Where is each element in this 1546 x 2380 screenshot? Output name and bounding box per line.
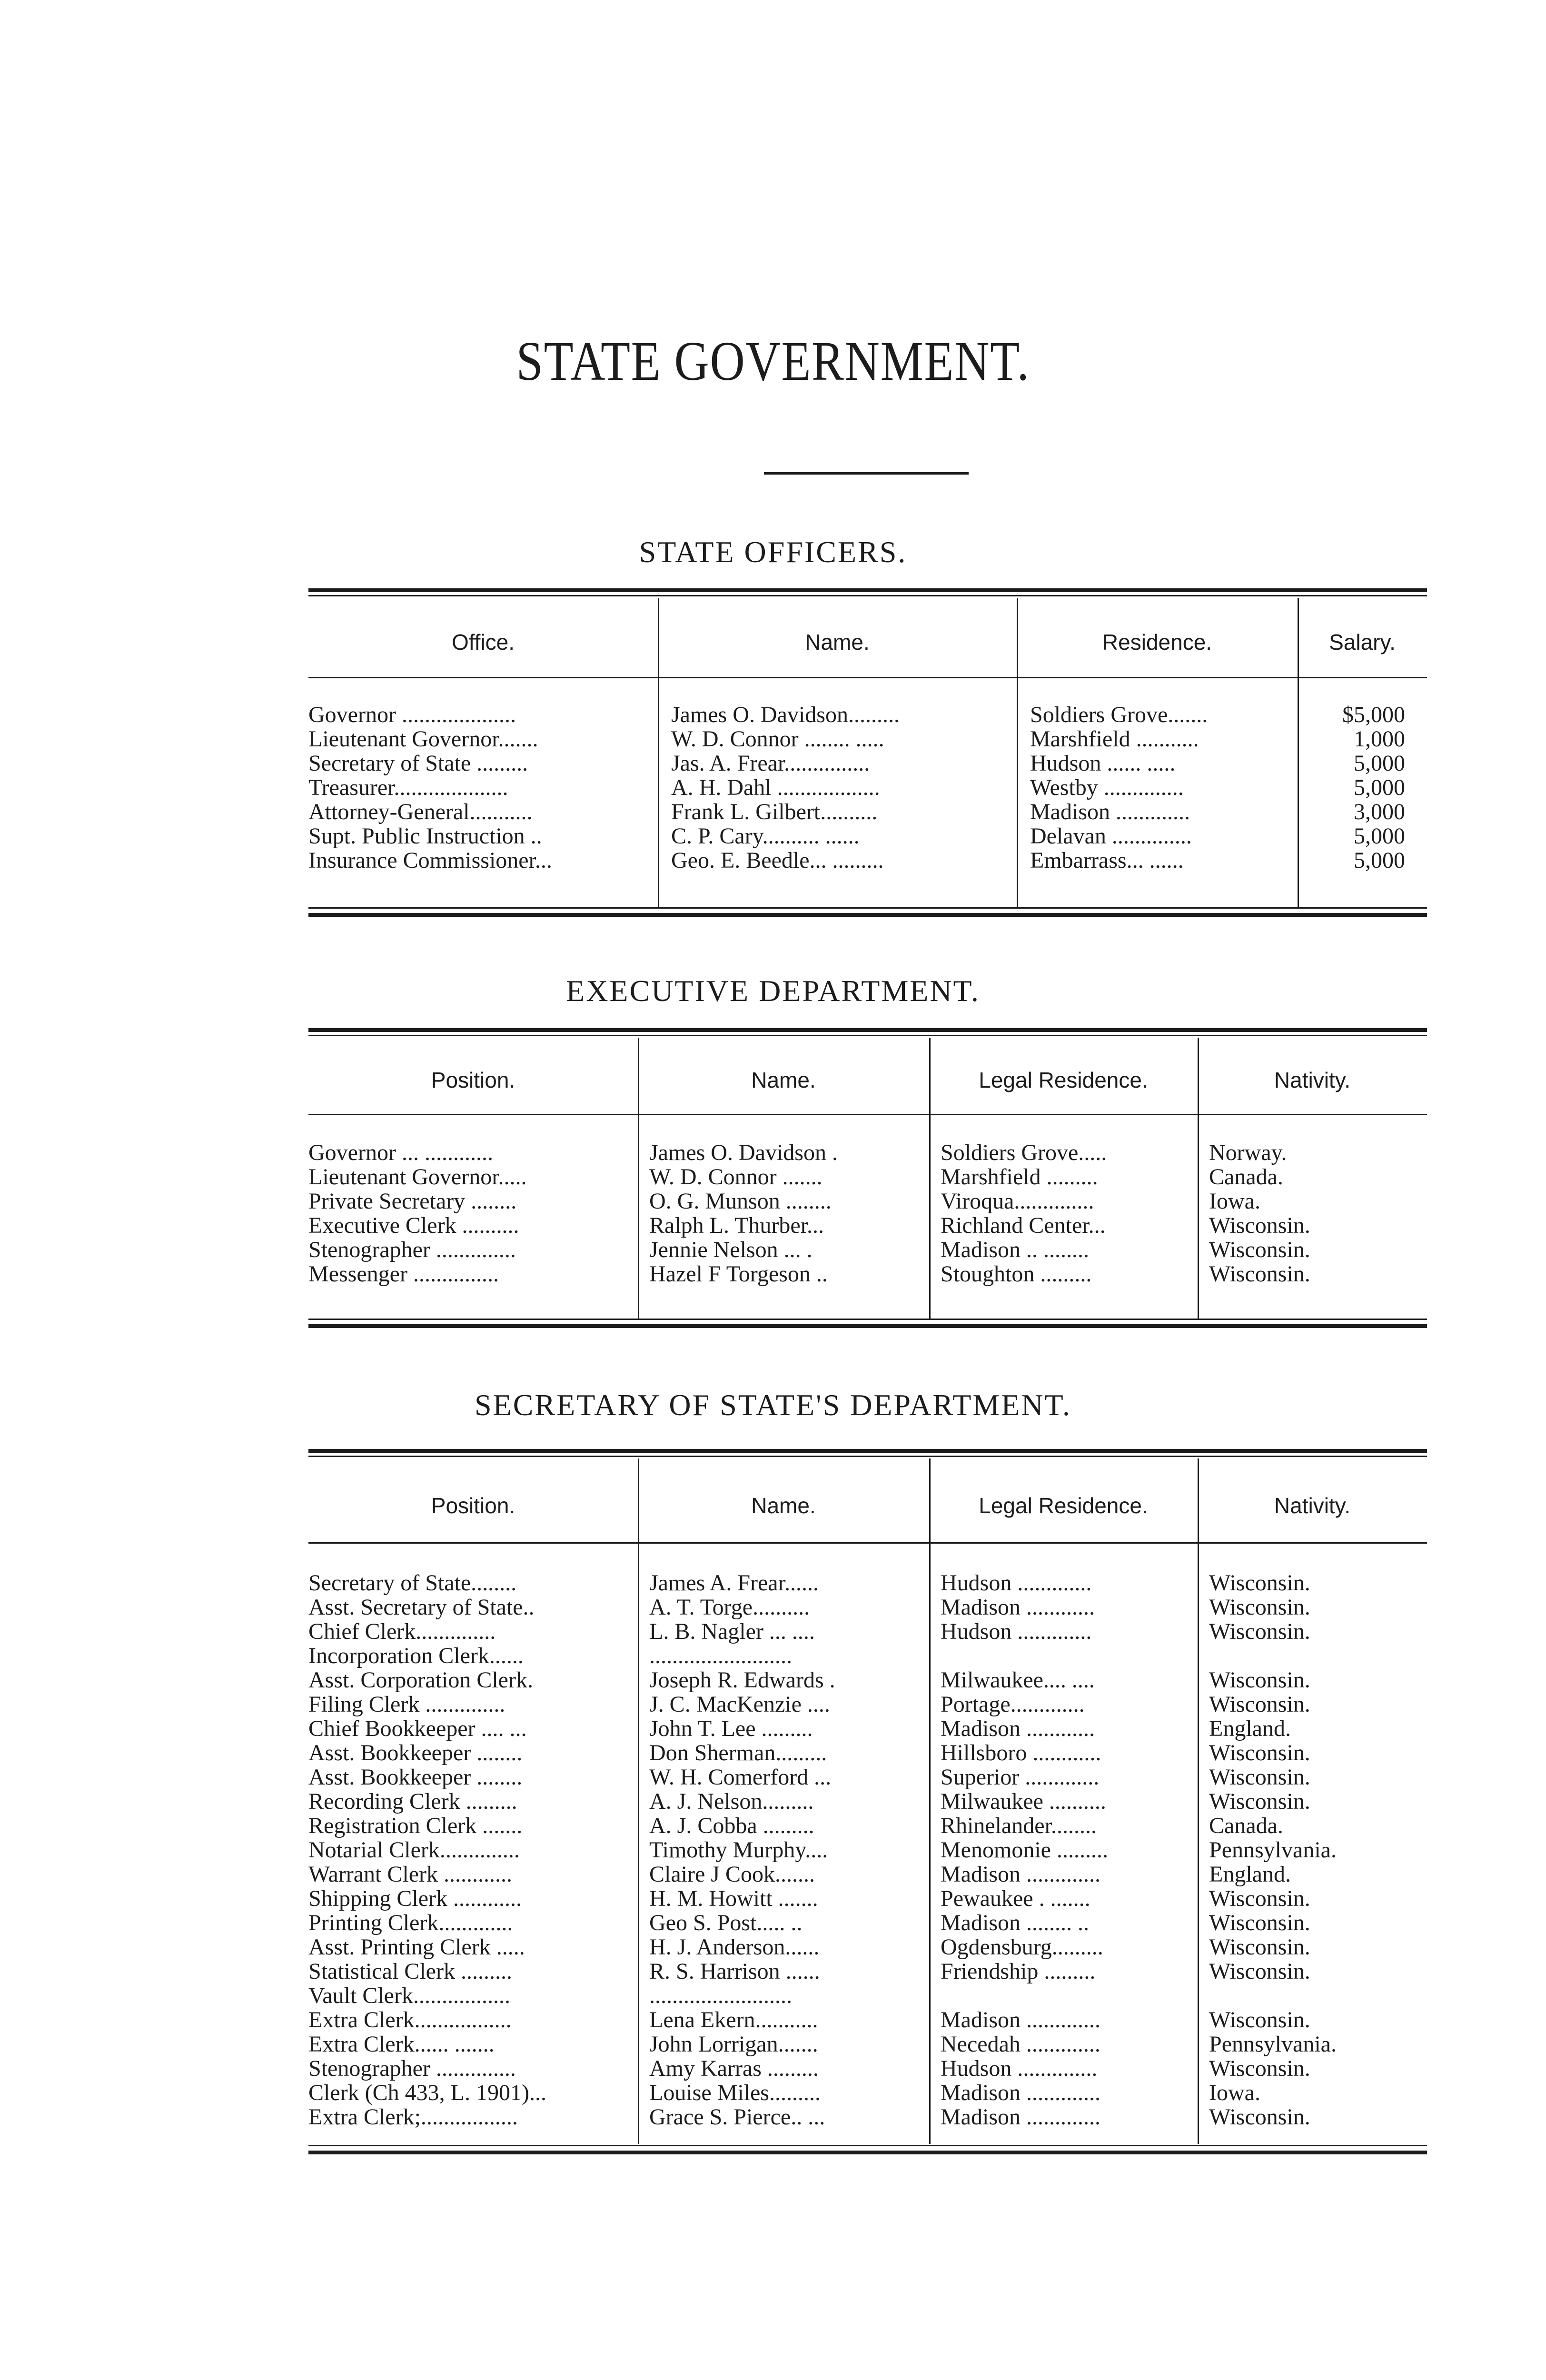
section-title-state-officers: STATE OFFICERS. [639, 535, 907, 569]
salary-cell: 1,000 [1354, 727, 1405, 751]
nativity-cell: Canada. [1209, 1165, 1283, 1189]
column-nativity [1209, 1571, 1423, 2129]
nativity-cell: Wisconsin. [1209, 2008, 1310, 2032]
header-residence: Residence. [1102, 630, 1212, 654]
residence-cell [941, 1644, 1192, 1668]
nativity-cell: Wisconsin. [1209, 1213, 1310, 1238]
title-divider [764, 472, 969, 475]
header-position: Position. [431, 1493, 515, 1518]
name-cell: C. P. Cary.......... ...... [671, 824, 860, 848]
name-cell: ......................... [649, 1644, 792, 1668]
name-cell: A. J. Cobba ......... [649, 1814, 814, 1838]
column-legal-residence [941, 1140, 1192, 1286]
residence-cell: Madison ............ [941, 1716, 1095, 1741]
salary-cell: 5,000 [1354, 751, 1405, 775]
header-nativity: Nativity. [1274, 1068, 1351, 1092]
section-title-secretary-of-state-department: SECRETARY OF STATE'S DEPARTMENT. [475, 1388, 1071, 1422]
column-residence [1030, 703, 1291, 873]
nativity-cell: Canada. [1209, 1814, 1283, 1838]
column-divider [638, 1458, 639, 2144]
name-cell: A. H. Dahl .................. [671, 775, 880, 800]
position-cell: Clerk (Ch 433, L. 1901)... [308, 2081, 546, 2105]
position-cell: Asst. Printing Clerk ..... [308, 1935, 525, 1959]
name-cell: W. D. Connor ....... [649, 1165, 823, 1189]
name-cell: Ralph L. Thurber... [649, 1213, 824, 1238]
office-cell: Governor .................... [308, 703, 516, 727]
position-cell: Asst. Secretary of State.. [308, 1595, 535, 1619]
name-cell: John Lorrigan....... [649, 2032, 818, 2056]
residence-cell: Hudson ............. [941, 1619, 1092, 1644]
name-cell: James O. Davidson . [649, 1140, 838, 1165]
column-divider [929, 1458, 931, 2144]
residence-cell: Menomonie ......... [941, 1838, 1108, 1862]
name-cell: H. J. Anderson...... [649, 1935, 820, 1959]
position-cell: Warrant Clerk ............ [308, 1862, 513, 1886]
name-cell: A. J. Nelson......... [649, 1789, 814, 1814]
header-nativity: Nativity. [1274, 1493, 1351, 1518]
column-position [308, 1571, 632, 2129]
residence-cell: Portage............. [941, 1692, 1085, 1716]
name-cell: Grace S. Pierce.. ... [649, 2105, 825, 2129]
office-cell: Secretary of State ......... [308, 751, 528, 775]
name-cell: Timothy Murphy.... [649, 1838, 828, 1862]
position-cell: Stenographer .............. [308, 2056, 516, 2081]
table-bottom-rule-inner [308, 907, 1427, 909]
nativity-cell: Wisconsin. [1209, 1935, 1310, 1959]
office-cell: Insurance Commissioner... [308, 848, 552, 873]
table-top-rule-inner [308, 1035, 1427, 1036]
residence-cell: Viroqua.............. [941, 1189, 1094, 1213]
position-cell: Extra Clerk................. [308, 2008, 512, 2032]
residence-cell: Madison .. ........ [941, 1238, 1089, 1262]
nativity-cell: Wisconsin. [1209, 1911, 1310, 1935]
nativity-cell: Wisconsin. [1209, 1789, 1310, 1814]
residence-cell: Necedah ............. [941, 2032, 1100, 2056]
position-cell: Shipping Clerk ............ [308, 1886, 522, 1911]
nativity-cell: Pennsylvania. [1209, 2032, 1337, 2056]
section-title-executive-department: EXECUTIVE DEPARTMENT. [566, 974, 980, 1008]
residence-cell: Madison ............. [941, 2081, 1100, 2105]
header-legal-residence: Legal Residence. [979, 1493, 1148, 1518]
residence-cell: Marshfield ......... [941, 1165, 1098, 1189]
position-cell: Stenographer .............. [308, 1238, 516, 1262]
residence-cell: Milwaukee .......... [941, 1789, 1106, 1814]
name-cell: A. T. Torge.......... [649, 1595, 810, 1619]
position-cell: Chief Clerk.............. [308, 1619, 496, 1644]
residence-cell: Hudson ...... ..... [1030, 751, 1176, 775]
residence-cell: Madison ............ [941, 1595, 1095, 1619]
residence-cell: Madison ............. [941, 2008, 1100, 2032]
residence-cell: Rhinelander........ [941, 1814, 1097, 1838]
name-cell: Geo. E. Beedle... ......... [671, 848, 884, 873]
column-name [671, 703, 1010, 873]
page-title: STATE GOVERNMENT. [516, 330, 1030, 392]
residence-cell: Stoughton ......... [941, 1262, 1092, 1286]
table-bottom-rule-inner [308, 1319, 1427, 1320]
header-rule [308, 1542, 1427, 1544]
name-cell: W. H. Comerford ... [649, 1765, 832, 1789]
position-cell: Vault Clerk................. [308, 1983, 510, 2008]
nativity-cell: Wisconsin. [1209, 1741, 1310, 1765]
nativity-cell [1209, 1983, 1423, 2008]
name-cell: Don Sherman......... [649, 1741, 827, 1765]
nativity-cell: Iowa. [1209, 2081, 1260, 2105]
residence-cell: Madison ............. [941, 1862, 1100, 1886]
residence-cell: Pewaukee . ....... [941, 1886, 1090, 1911]
position-cell: Extra Clerk;................. [308, 2105, 518, 2129]
position-cell: Asst. Corporation Clerk. [308, 1668, 533, 1692]
nativity-cell: England. [1209, 1716, 1291, 1741]
office-cell: Attorney-General........... [308, 800, 533, 824]
nativity-cell: Wisconsin. [1209, 1619, 1310, 1644]
name-cell: Jas. A. Frear............... [671, 751, 870, 775]
column-position [308, 1140, 632, 1286]
name-cell: ......................... [649, 1983, 792, 2008]
name-cell: John T. Lee ......... [649, 1716, 813, 1741]
position-cell: Printing Clerk............. [308, 1911, 513, 1935]
name-cell: H. M. Howitt ....... [649, 1886, 818, 1911]
position-cell: Lieutenant Governor..... [308, 1165, 527, 1189]
nativity-cell: Wisconsin. [1209, 1765, 1310, 1789]
office-cell: Treasurer.................... [308, 775, 508, 800]
residence-cell: Madison ............. [1030, 800, 1190, 824]
name-cell: Frank L. Gilbert.......... [671, 800, 878, 824]
position-cell: Registration Clerk ....... [308, 1814, 523, 1838]
column-name [649, 1571, 923, 2129]
nativity-cell [1209, 1644, 1423, 1668]
nativity-cell: Wisconsin. [1209, 1959, 1310, 1983]
nativity-cell: Wisconsin. [1209, 1886, 1310, 1911]
residence-cell: Hudson ............. [941, 1571, 1092, 1595]
table-top-rule-inner [308, 1456, 1427, 1457]
position-cell: Recording Clerk ......... [308, 1789, 517, 1814]
nativity-cell: Wisconsin. [1209, 2105, 1310, 2129]
residence-cell: Soldiers Grove....... [1030, 703, 1208, 727]
table-top-rule [308, 588, 1427, 592]
name-cell: Hazel F Torgeson .. [649, 1262, 828, 1286]
header-name: Name. [805, 630, 870, 654]
column-legal-residence [941, 1571, 1192, 2129]
name-cell: Amy Karras ......... [649, 2056, 819, 2081]
table-bottom-rule-inner [308, 2145, 1427, 2146]
table-bottom-rule [308, 2151, 1427, 2154]
name-cell: W. D. Connor ........ ..... [671, 727, 884, 751]
residence-cell: Delavan .............. [1030, 824, 1192, 848]
table-top-rule [308, 1028, 1427, 1032]
position-cell: Messenger ............... [308, 1262, 499, 1286]
nativity-cell: Wisconsin. [1209, 2056, 1310, 2081]
position-cell: Private Secretary ........ [308, 1189, 517, 1213]
residence-cell: Superior ............. [941, 1765, 1100, 1789]
position-cell: Statistical Clerk ......... [308, 1959, 512, 1983]
header-name: Name. [751, 1493, 816, 1518]
name-cell: Geo S. Post..... .. [649, 1911, 803, 1935]
nativity-cell: Wisconsin. [1209, 1595, 1310, 1619]
residence-cell: Soldiers Grove..... [941, 1140, 1107, 1165]
salary-cell: 5,000 [1354, 848, 1405, 873]
position-cell: Asst. Bookkeeper ........ [308, 1741, 523, 1765]
salary-cell: 5,000 [1354, 775, 1405, 800]
nativity-cell: Pennsylvania. [1209, 1838, 1337, 1862]
header-office: Office. [451, 630, 515, 654]
column-divider [1198, 1458, 1199, 2144]
office-cell: Lieutenant Governor....... [308, 727, 538, 751]
residence-cell: Friendship ......... [941, 1959, 1096, 1983]
header-rule [308, 1114, 1427, 1115]
salary-cell: $5,000 [1342, 703, 1405, 727]
position-cell: Chief Bookkeeper .... ... [308, 1716, 527, 1741]
name-cell: J. C. MacKenzie .... [649, 1692, 830, 1716]
nativity-cell: Iowa. [1209, 1189, 1260, 1213]
residence-cell: Marshfield ........... [1030, 727, 1199, 751]
position-cell: Governor ... ............ [308, 1140, 493, 1165]
table-top-rule [308, 1449, 1427, 1453]
column-office [308, 703, 651, 873]
salary-cell: 5,000 [1354, 824, 1405, 848]
position-cell: Notarial Clerk.............. [308, 1838, 520, 1862]
position-cell: Executive Clerk .......... [308, 1213, 519, 1238]
header-salary: Salary. [1329, 630, 1396, 654]
header-name: Name. [751, 1068, 816, 1092]
column-salary [1306, 703, 1405, 873]
nativity-cell: Wisconsin. [1209, 1692, 1310, 1716]
secretary-of-state-department-table [308, 1449, 1427, 2163]
table-bottom-rule [308, 913, 1427, 917]
name-cell: O. G. Munson ........ [649, 1189, 832, 1213]
residence-cell [941, 1983, 1192, 2008]
header-rule [308, 677, 1427, 678]
residence-cell: Madison ........ .. [941, 1911, 1089, 1935]
nativity-cell: England. [1209, 1862, 1291, 1886]
nativity-cell: Norway. [1209, 1140, 1287, 1165]
position-cell: Asst. Bookkeeper ........ [308, 1765, 523, 1789]
residence-cell: Westby .............. [1030, 775, 1184, 800]
name-cell: Jennie Nelson ... . [649, 1238, 813, 1262]
residence-cell: Embarrass... ...... [1030, 848, 1184, 873]
nativity-cell: Wisconsin. [1209, 1262, 1310, 1286]
nativity-cell: Wisconsin. [1209, 1668, 1310, 1692]
name-cell: Louise Miles......... [649, 2081, 821, 2105]
name-cell: Joseph R. Edwards . [649, 1668, 835, 1692]
name-cell: Claire J Cook....... [649, 1862, 815, 1886]
column-name [649, 1140, 923, 1286]
position-cell: Extra Clerk...... ....... [308, 2032, 495, 2056]
position-cell: Filing Clerk .............. [308, 1692, 505, 1716]
name-cell: L. B. Nagler ... .... [649, 1619, 815, 1644]
column-nativity [1209, 1140, 1423, 1286]
nativity-cell: Wisconsin. [1209, 1571, 1310, 1595]
residence-cell: Ogdensburg......... [941, 1935, 1103, 1959]
name-cell: R. S. Harrison ...... [649, 1959, 820, 1983]
executive-department-table [308, 1028, 1427, 1333]
residence-cell: Hillsboro ............ [941, 1741, 1101, 1765]
header-position: Position. [431, 1068, 515, 1092]
name-cell: James A. Frear...... [649, 1571, 819, 1595]
office-cell: Supt. Public Instruction .. [308, 824, 542, 848]
name-cell: Lena Ekern........... [649, 2008, 818, 2032]
residence-cell: Hudson .............. [941, 2056, 1098, 2081]
table-bottom-rule [308, 1324, 1427, 1328]
salary-cell: 3,000 [1354, 800, 1405, 824]
nativity-cell: Wisconsin. [1209, 1238, 1310, 1262]
residence-cell: Madison ............. [941, 2105, 1100, 2129]
name-cell: James O. Davidson......... [671, 703, 900, 727]
header-legal-residence: Legal Residence. [979, 1068, 1148, 1092]
position-cell: Incorporation Clerk...... [308, 1644, 524, 1668]
residence-cell: Richland Center... [941, 1213, 1106, 1238]
state-officers-table [308, 588, 1427, 922]
position-cell: Secretary of State........ [308, 1571, 517, 1595]
residence-cell: Milwaukee.... .... [941, 1668, 1095, 1692]
table-top-rule-inner [308, 595, 1427, 596]
